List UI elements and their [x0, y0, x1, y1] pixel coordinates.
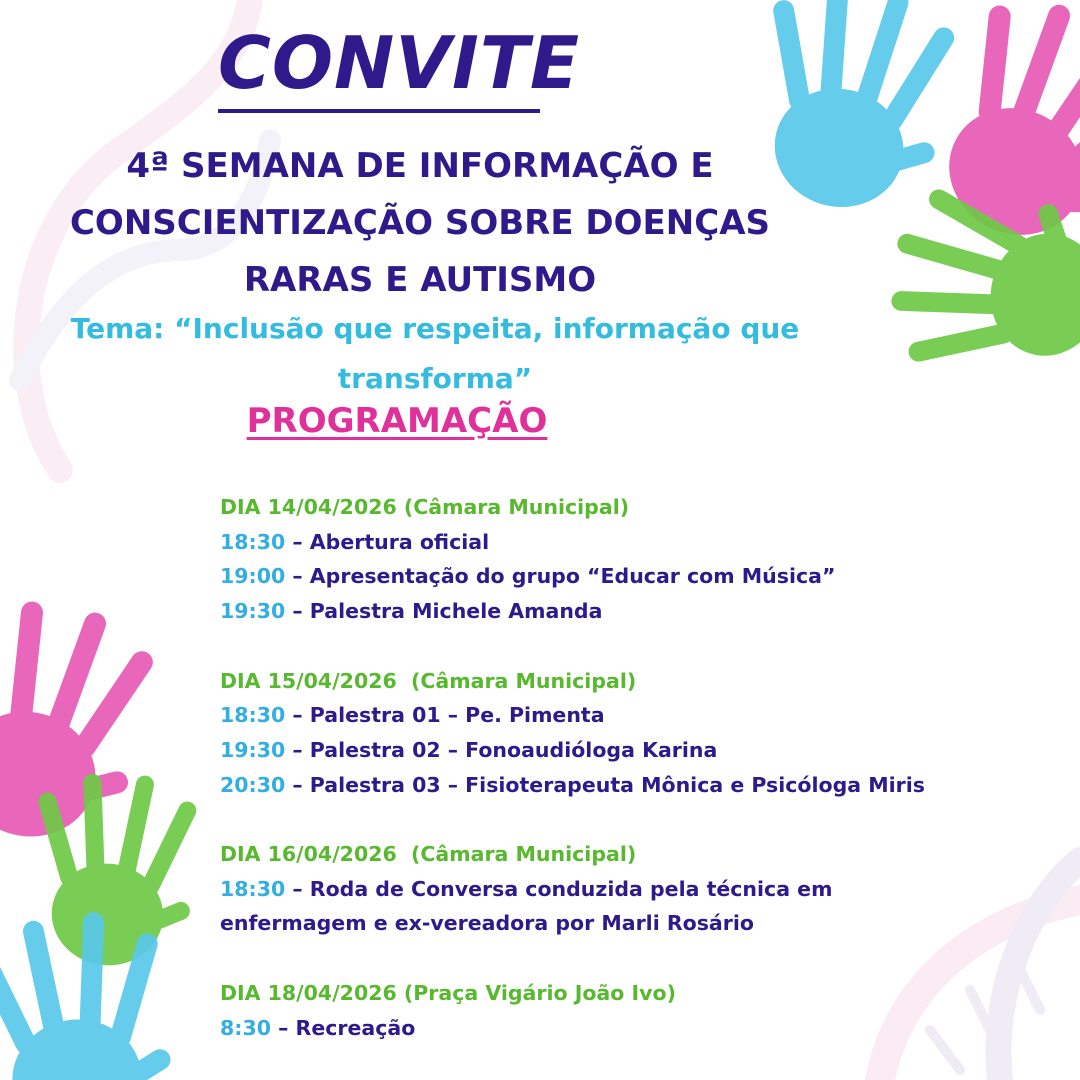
event-time: 19:30 — [220, 737, 286, 762]
event-time: 19:30 — [220, 599, 286, 624]
event-description: – Apresentação do grupo “Educar com Música” — [285, 564, 836, 589]
event-time: 19:00 — [220, 564, 286, 589]
event-time: 18:30 — [220, 876, 286, 901]
event-theme: Tema: “Inclusão que respeita, informação que transforma” — [70, 312, 800, 395]
schedule-item — [220, 559, 1040, 594]
event-description: – Palestra 02 – Fonoaudióloga Karina — [285, 737, 718, 762]
event-time: 18:30 — [220, 529, 286, 554]
schedule-item — [220, 594, 1040, 629]
schedule-item — [220, 733, 1040, 768]
schedule-day — [220, 837, 1040, 941]
title-underline — [218, 109, 540, 113]
event-time: 8:30 — [220, 1015, 271, 1040]
schedule-day — [220, 664, 1040, 803]
event-time: 20:30 — [220, 772, 286, 797]
page-title: CONVITE — [218, 21, 581, 105]
event-description: – Palestra 03 – Fisioterapeuta Mônica e Psicóloga Miris — [285, 772, 926, 797]
event-time: 18:30 — [220, 703, 286, 728]
schedule-item — [220, 768, 1040, 803]
schedule-day — [220, 490, 1040, 629]
event-description: – Recreação — [271, 1015, 416, 1040]
schedule-item — [220, 525, 1040, 560]
schedule — [220, 490, 1040, 1045]
day-title: DIA 15/04/2026 (Câmara Municipal) — [220, 668, 637, 693]
day-title: DIA 14/04/2026 (Câmara Municipal) — [220, 495, 630, 519]
event-description: – Palestra Michele Amanda — [285, 599, 603, 624]
schedule-day — [220, 976, 1040, 1045]
schedule-item — [220, 698, 1040, 733]
event-headline: 4ª SEMANA DE INFORMAÇÃO E CONSCIENTIZAÇÃO SOBRE DOENÇAS RARAS E AUTISMO — [69, 146, 770, 300]
event-description: – Abertura oficial — [285, 529, 490, 554]
section-title: PROGRAMAÇÃO — [246, 401, 548, 441]
schedule-item — [220, 872, 900, 941]
day-title: DIA 16/04/2026 (Câmara Municipal) — [220, 842, 637, 866]
event-description: – Roda de Conversa conduzida pela técnica em enfermagem e ex-vereadora por Marli Rosário — [220, 876, 833, 936]
schedule-item — [220, 1011, 1040, 1046]
event-description: – Palestra 01 – Pe. Pimenta — [285, 703, 605, 728]
day-title: DIA 18/04/2026 (Praça Vigário João Ivo) — [220, 980, 676, 1005]
